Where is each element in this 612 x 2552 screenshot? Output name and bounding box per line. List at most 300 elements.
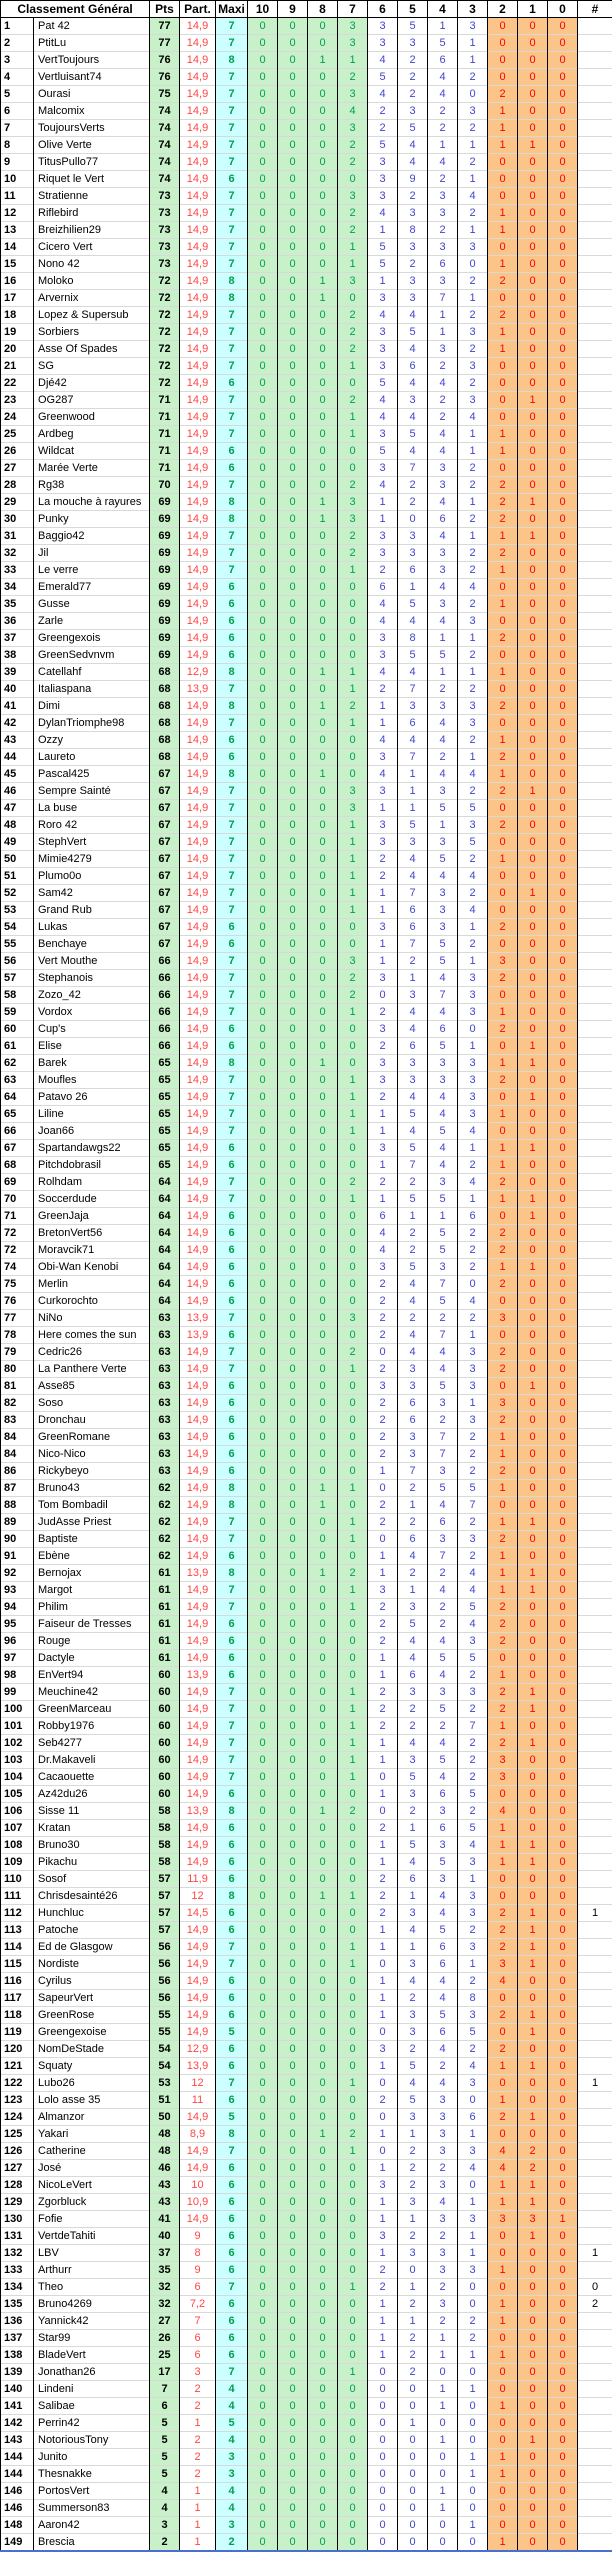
cell-score-6: 1: [368, 1786, 398, 1803]
cell-score-4: 5: [428, 1242, 458, 1259]
cell-score-6: 1: [368, 273, 398, 290]
cell-score-1: 1: [518, 2024, 548, 2041]
cell-maxi: 7: [216, 1684, 248, 1701]
cell-maxi: 7: [216, 69, 248, 86]
cell-score-9: 0: [278, 1820, 308, 1837]
cell-score-3: 4: [458, 1837, 488, 1854]
table-row: [1, 239, 612, 256]
cell-score-1: 0: [518, 902, 548, 919]
cell-score-10: 0: [248, 1480, 278, 1497]
cell-part: 14,9: [180, 290, 216, 307]
cell-score-0: 0: [548, 137, 578, 154]
cell-score-1: 0: [518, 1888, 548, 1905]
cell-score-10: 0: [248, 1650, 278, 1667]
cell-score-1: 0: [518, 1752, 548, 1769]
cell-part: 14,9: [180, 205, 216, 222]
cell-score-10: 0: [248, 1276, 278, 1293]
cell-score-10: 0: [248, 1412, 278, 1429]
cell-player-name: Malcomix: [34, 103, 150, 120]
cell-player-name: Marée Verte: [34, 460, 150, 477]
cell-score-7: 1: [338, 868, 368, 885]
cell-score-3: 3: [458, 1106, 488, 1123]
cell-score-2: 0: [488, 409, 518, 426]
cell-score-5: 1: [398, 1820, 428, 1837]
cell-score-2: 0: [488, 171, 518, 188]
cell-score-8: 0: [308, 1616, 338, 1633]
cell-score-5: 3: [398, 239, 428, 256]
cell-score-10: 0: [248, 1157, 278, 1174]
cell-score-1: 1: [518, 1735, 548, 1752]
cell-score-3: 2: [458, 273, 488, 290]
cell-score-9: 0: [278, 1038, 308, 1055]
cell-score-9: 0: [278, 2245, 308, 2262]
cell-part: 1: [180, 2415, 216, 2432]
cell-pts: 67: [150, 783, 180, 800]
cell-hash: [578, 1990, 612, 2007]
cell-part: 13,9: [180, 1327, 216, 1344]
cell-score-4: 2: [428, 2313, 458, 2330]
cell-score-10: 0: [248, 1667, 278, 1684]
cell-score-7: 0: [338, 1429, 368, 1446]
cell-score-9: 0: [278, 69, 308, 86]
cell-score-7: 1: [338, 2279, 368, 2296]
cell-maxi: 6: [216, 647, 248, 664]
cell-score-8: 0: [308, 1089, 338, 1106]
cell-score-9: 0: [278, 2347, 308, 2364]
cell-player-name: OG287: [34, 392, 150, 409]
cell-score-2: 1: [488, 1106, 518, 1123]
cell-maxi: 7: [216, 409, 248, 426]
cell-score-5: 2: [398, 2177, 428, 2194]
cell-rank: 66: [1, 1123, 34, 1140]
cell-score-5: 0: [398, 2466, 428, 2483]
cell-player-name: Emerald77: [34, 579, 150, 596]
cell-score-0: 0: [548, 2517, 578, 2534]
cell-player-name: Vert Mouthe: [34, 953, 150, 970]
cell-score-5: 5: [398, 2058, 428, 2075]
cell-part: 14,9: [180, 2024, 216, 2041]
cell-score-9: 0: [278, 1242, 308, 1259]
cell-score-5: 5: [398, 1769, 428, 1786]
cell-score-6: 3: [368, 1055, 398, 1072]
cell-player-name: Az42du26: [34, 1786, 150, 1803]
cell-maxi: 8: [216, 511, 248, 528]
cell-score-2: 0: [488, 1089, 518, 1106]
cell-score-7: 1: [338, 1735, 368, 1752]
cell-score-8: 0: [308, 324, 338, 341]
cell-hash: [578, 2109, 612, 2126]
cell-score-7: 2: [338, 545, 368, 562]
cell-score-5: 2: [398, 1514, 428, 1531]
cell-hash: [578, 1208, 612, 1225]
cell-score-1: 1: [518, 2177, 548, 2194]
table-row: [1, 2245, 612, 2262]
cell-score-10: 0: [248, 1616, 278, 1633]
cell-rank: 93: [1, 1582, 34, 1599]
cell-score-0: 0: [548, 1191, 578, 1208]
cell-score-1: 1: [518, 2109, 548, 2126]
table-row: [1, 1803, 612, 1820]
cell-player-name: TitusPullo77: [34, 154, 150, 171]
cell-score-8: 0: [308, 239, 338, 256]
cell-score-0: 0: [548, 1293, 578, 1310]
cell-score-1: 0: [518, 834, 548, 851]
cell-score-7: 2: [338, 1344, 368, 1361]
cell-score-5: 4: [398, 868, 428, 885]
cell-player-name: Tom Bombadil: [34, 1497, 150, 1514]
cell-score-5: 7: [398, 1463, 428, 1480]
cell-part: 14,9: [180, 2109, 216, 2126]
cell-score-0: 0: [548, 1531, 578, 1548]
cell-score-0: 0: [548, 868, 578, 885]
cell-score-9: 0: [278, 2296, 308, 2313]
cell-player-name: StephVert: [34, 834, 150, 851]
cell-score-1: 1: [518, 1956, 548, 1973]
cell-score-2: 2: [488, 1735, 518, 1752]
cell-score-6: 3: [368, 528, 398, 545]
cell-score-7: 2: [338, 1803, 368, 1820]
cell-score-3: 5: [458, 1480, 488, 1497]
cell-score-0: 0: [548, 2007, 578, 2024]
cell-score-4: 3: [428, 2296, 458, 2313]
table-row: [1, 1429, 612, 1446]
cell-player-name: Ozzy: [34, 732, 150, 749]
cell-score-4: 4: [428, 2075, 458, 2092]
cell-score-10: 0: [248, 1871, 278, 1888]
cell-score-6: 4: [368, 613, 398, 630]
cell-player-name: Wildcat: [34, 443, 150, 460]
table-row: [1, 2109, 612, 2126]
cell-player-name: Greenwood: [34, 409, 150, 426]
cell-player-name: Chrisdesainté26: [34, 1888, 150, 1905]
table-row: [1, 1888, 612, 1905]
cell-score-7: 0: [338, 1055, 368, 1072]
cell-score-10: 0: [248, 2092, 278, 2109]
cell-score-7: 3: [338, 86, 368, 103]
cell-part: 8: [180, 2245, 216, 2262]
cell-score-3: 0: [458, 2177, 488, 2194]
cell-score-3: 5: [458, 1820, 488, 1837]
cell-score-5: 3: [398, 2007, 428, 2024]
table-row: [1, 137, 612, 154]
cell-score-6: 0: [368, 1531, 398, 1548]
table-row: [1, 919, 612, 936]
cell-maxi: 6: [216, 1667, 248, 1684]
cell-maxi: 6: [216, 2092, 248, 2109]
cell-player-name: Liline: [34, 1106, 150, 1123]
cell-score-0: 0: [548, 1803, 578, 1820]
cell-score-7: 3: [338, 18, 368, 35]
cell-pts: 65: [150, 1089, 180, 1106]
cell-part: 2: [180, 2381, 216, 2398]
cell-hash: [578, 1021, 612, 1038]
cell-score-4: 1: [428, 817, 458, 834]
cell-maxi: 6: [216, 1973, 248, 1990]
cell-score-0: 0: [548, 1786, 578, 1803]
cell-hash: [578, 715, 612, 732]
cell-score-5: 7: [398, 681, 428, 698]
cell-score-4: 7: [428, 1548, 458, 1565]
cell-score-6: 1: [368, 1463, 398, 1480]
cell-hash: [578, 1939, 612, 1956]
cell-score-10: 0: [248, 375, 278, 392]
cell-hash: [578, 1378, 612, 1395]
cell-player-name: BretonVert56: [34, 1225, 150, 1242]
cell-maxi: 4: [216, 2398, 248, 2415]
cell-score-8: 0: [308, 1650, 338, 1667]
cell-score-8: 0: [308, 647, 338, 664]
cell-score-0: 0: [548, 222, 578, 239]
cell-score-6: 6: [368, 1208, 398, 1225]
cell-player-name: Meuchine42: [34, 1684, 150, 1701]
cell-score-7: 0: [338, 2517, 368, 2534]
cell-score-5: 6: [398, 1412, 428, 1429]
cell-score-2: 1: [488, 2092, 518, 2109]
cell-score-4: 1: [428, 2347, 458, 2364]
cell-player-name: Curkorochto: [34, 1293, 150, 1310]
cell-score-7: 0: [338, 1820, 368, 1837]
cell-player-name: Catherine: [34, 2143, 150, 2160]
cell-pts: 61: [150, 1633, 180, 1650]
cell-score-3: 4: [458, 766, 488, 783]
cell-score-3: 0: [458, 2534, 488, 2552]
cell-score-0: 0: [548, 1939, 578, 1956]
cell-score-4: 3: [428, 698, 458, 715]
cell-score-8: 0: [308, 783, 338, 800]
cell-score-3: 3: [458, 1072, 488, 1089]
cell-score-2: 2: [488, 1242, 518, 1259]
cell-pts: 27: [150, 2313, 180, 2330]
cell-score-3: 1: [458, 290, 488, 307]
cell-score-0: 0: [548, 1208, 578, 1225]
cell-part: 1: [180, 2483, 216, 2500]
header-maxi: Maxi: [216, 1, 248, 18]
cell-score-10: 0: [248, 1497, 278, 1514]
cell-pts: 76: [150, 52, 180, 69]
header-2: 2: [488, 1, 518, 18]
cell-score-0: 0: [548, 1905, 578, 1922]
cell-rank: 84: [1, 1429, 34, 1446]
cell-rank: 80: [1, 1361, 34, 1378]
cell-score-7: 2: [338, 392, 368, 409]
cell-hash: [578, 2194, 612, 2211]
cell-hash: [578, 2126, 612, 2143]
cell-score-3: 2: [458, 647, 488, 664]
cell-score-8: 0: [308, 1956, 338, 1973]
cell-score-8: 0: [308, 681, 338, 698]
cell-score-9: 0: [278, 1276, 308, 1293]
cell-score-5: 5: [398, 1106, 428, 1123]
cell-part: 14,9: [180, 1446, 216, 1463]
cell-hash: [578, 1157, 612, 1174]
cell-score-0: 0: [548, 477, 578, 494]
cell-score-3: 5: [458, 1786, 488, 1803]
cell-score-7: 3: [338, 494, 368, 511]
header-0: 0: [548, 1, 578, 18]
cell-score-6: 4: [368, 409, 398, 426]
cell-score-8: 0: [308, 1752, 338, 1769]
cell-maxi: 6: [216, 2194, 248, 2211]
cell-score-3: 3: [458, 324, 488, 341]
cell-part: 14,9: [180, 1242, 216, 1259]
cell-score-5: 2: [398, 1310, 428, 1327]
table-row: [1, 562, 612, 579]
cell-score-10: 0: [248, 1310, 278, 1327]
cell-hash: [578, 766, 612, 783]
table-row: [1, 341, 612, 358]
table-row: [1, 2177, 612, 2194]
table-row: [1, 783, 612, 800]
cell-score-9: 0: [278, 2109, 308, 2126]
cell-score-1: 1: [518, 1922, 548, 1939]
table-row: [1, 1106, 612, 1123]
cell-score-6: 3: [368, 324, 398, 341]
cell-score-3: 1: [458, 2228, 488, 2245]
cell-hash: [578, 1072, 612, 1089]
cell-score-6: 1: [368, 1922, 398, 1939]
cell-maxi: 8: [216, 698, 248, 715]
cell-score-6: 4: [368, 307, 398, 324]
cell-score-8: 0: [308, 205, 338, 222]
cell-pts: 58: [150, 1854, 180, 1871]
cell-score-9: 0: [278, 35, 308, 52]
cell-score-8: 0: [308, 1021, 338, 1038]
cell-score-4: 2: [428, 1412, 458, 1429]
cell-score-10: 0: [248, 2381, 278, 2398]
cell-score-7: 0: [338, 1242, 368, 1259]
cell-score-6: 2: [368, 103, 398, 120]
cell-score-6: 1: [368, 2313, 398, 2330]
cell-score-10: 0: [248, 1021, 278, 1038]
cell-score-10: 0: [248, 2466, 278, 2483]
cell-score-4: 6: [428, 1939, 458, 1956]
cell-score-1: 0: [518, 2296, 548, 2313]
cell-part: 14,9: [180, 358, 216, 375]
cell-score-8: 0: [308, 596, 338, 613]
cell-score-1: 0: [518, 2534, 548, 2552]
cell-score-4: 3: [428, 1684, 458, 1701]
cell-score-10: 0: [248, 2347, 278, 2364]
cell-score-8: 0: [308, 2534, 338, 2552]
cell-score-4: 3: [428, 1837, 458, 1854]
cell-score-0: 0: [548, 2330, 578, 2347]
cell-rank: 53: [1, 902, 34, 919]
cell-part: 14,9: [180, 137, 216, 154]
cell-score-4: 4: [428, 1735, 458, 1752]
cell-score-3: 2: [458, 307, 488, 324]
table-row: [1, 1854, 612, 1871]
cell-score-3: 1: [458, 443, 488, 460]
cell-score-0: 0: [548, 732, 578, 749]
cell-score-10: 0: [248, 1191, 278, 1208]
cell-maxi: 6: [216, 732, 248, 749]
cell-maxi: 6: [216, 1259, 248, 1276]
cell-pts: 67: [150, 766, 180, 783]
table-row: [1, 273, 612, 290]
table-row: [1, 443, 612, 460]
cell-score-4: 4: [428, 426, 458, 443]
cell-pts: 66: [150, 953, 180, 970]
cell-score-3: 0: [458, 2279, 488, 2296]
cell-hash: [578, 1531, 612, 1548]
cell-score-5: 4: [398, 613, 428, 630]
cell-score-10: 0: [248, 426, 278, 443]
table-row: [1, 1684, 612, 1701]
cell-score-3: 0: [458, 256, 488, 273]
cell-part: 14,9: [180, 1276, 216, 1293]
cell-score-7: 1: [338, 1480, 368, 1497]
table-row: [1, 681, 612, 698]
cell-score-4: 4: [428, 2194, 458, 2211]
cell-player-name: Faiseur de Tresses: [34, 1616, 150, 1633]
cell-score-2: 0: [488, 2075, 518, 2092]
table-row: [1, 1973, 612, 1990]
cell-score-5: 3: [398, 698, 428, 715]
cell-score-2: 0: [488, 902, 518, 919]
cell-player-name: GreenRomane: [34, 1429, 150, 1446]
cell-score-5: 6: [398, 1871, 428, 1888]
cell-maxi: 8: [216, 1480, 248, 1497]
cell-player-name: Cedric26: [34, 1344, 150, 1361]
cell-score-3: 1: [458, 1140, 488, 1157]
cell-part: 14,9: [180, 1497, 216, 1514]
cell-score-5: 4: [398, 1922, 428, 1939]
cell-score-3: 2: [458, 2041, 488, 2058]
cell-score-2: 0: [488, 1786, 518, 1803]
table-row: [1, 2092, 612, 2109]
header-5: 5: [398, 1, 428, 18]
cell-score-5: 5: [398, 1616, 428, 1633]
cell-score-8: 1: [308, 1055, 338, 1072]
table-row: [1, 1667, 612, 1684]
table-row: [1, 494, 612, 511]
cell-player-name: Sosof: [34, 1871, 150, 1888]
cell-score-6: 1: [368, 2347, 398, 2364]
cell-score-6: 1: [368, 1735, 398, 1752]
cell-score-1: 0: [518, 1650, 548, 1667]
cell-score-4: 1: [428, 1208, 458, 1225]
cell-score-7: 1: [338, 426, 368, 443]
cell-part: 14,9: [180, 1072, 216, 1089]
cell-pts: 73: [150, 239, 180, 256]
cell-score-7: 2: [338, 1565, 368, 1582]
cell-score-9: 0: [278, 1157, 308, 1174]
cell-score-9: 0: [278, 1650, 308, 1667]
cell-score-5: 1: [398, 2279, 428, 2296]
cell-score-5: 4: [398, 137, 428, 154]
cell-part: 14,9: [180, 171, 216, 188]
cell-maxi: 7: [216, 885, 248, 902]
cell-rank: 49: [1, 834, 34, 851]
cell-score-3: 2: [458, 1310, 488, 1327]
cell-rank: 137: [1, 2330, 34, 2347]
cell-maxi: 4: [216, 2483, 248, 2500]
cell-maxi: 7: [216, 205, 248, 222]
cell-score-3: 1: [458, 137, 488, 154]
cell-rank: 141: [1, 2398, 34, 2415]
cell-player-name: Sam42: [34, 885, 150, 902]
cell-maxi: 4: [216, 2381, 248, 2398]
cell-score-2: 1: [488, 1480, 518, 1497]
cell-score-0: 0: [548, 460, 578, 477]
cell-pts: 60: [150, 1684, 180, 1701]
cell-score-0: 0: [548, 426, 578, 443]
cell-score-9: 0: [278, 545, 308, 562]
cell-score-0: 0: [548, 1140, 578, 1157]
cell-score-1: 0: [518, 2245, 548, 2262]
cell-score-0: 0: [548, 494, 578, 511]
cell-score-9: 0: [278, 307, 308, 324]
